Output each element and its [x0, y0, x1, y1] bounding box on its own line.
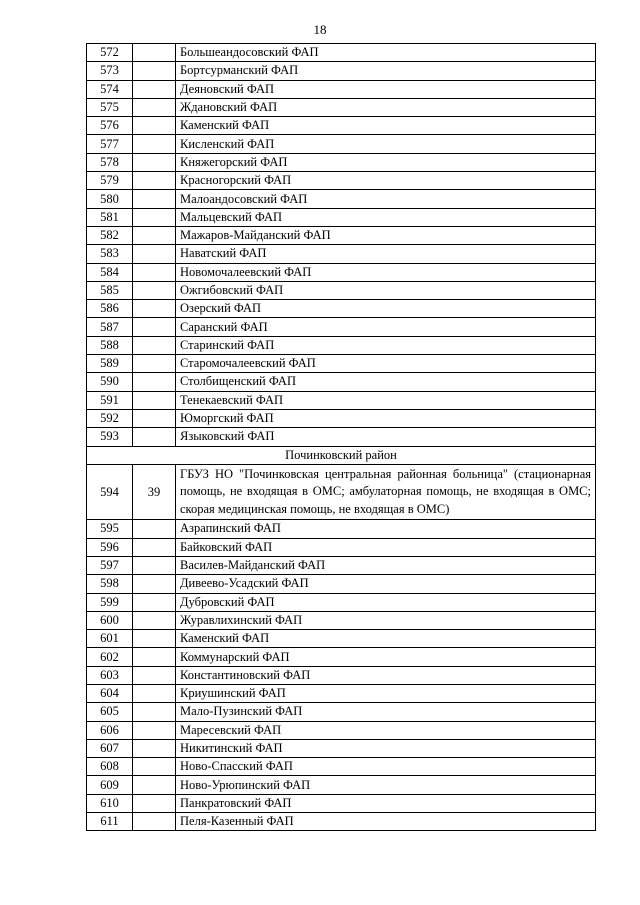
table-row — [87, 373, 596, 391]
row-code — [133, 336, 176, 354]
row-code — [133, 208, 176, 226]
row-number: 589 — [87, 355, 133, 373]
row-code — [133, 172, 176, 190]
row-code: 39 — [133, 464, 176, 520]
table-row — [87, 428, 596, 446]
row-number: 605 — [87, 703, 133, 721]
row-number: 572 — [87, 44, 133, 62]
row-number: 601 — [87, 630, 133, 648]
row-facility-name: Новомочалеевский ФАП — [176, 263, 596, 281]
row-number: 597 — [87, 556, 133, 574]
row-facility-name: Старомочалеевский ФАП — [176, 355, 596, 373]
row-number: 591 — [87, 391, 133, 409]
row-facility-name: Пеля-Казенный ФАП — [176, 813, 596, 831]
row-number: 579 — [87, 172, 133, 190]
row-number: 604 — [87, 685, 133, 703]
row-number: 592 — [87, 409, 133, 427]
row-code — [133, 721, 176, 739]
table-row — [87, 666, 596, 684]
row-facility-name: Василев-Майданский ФАП — [176, 556, 596, 574]
row-facility-name: Каменский ФАП — [176, 117, 596, 135]
row-number: 594 — [87, 464, 133, 520]
row-code — [133, 190, 176, 208]
table-row — [87, 520, 596, 538]
row-code — [133, 611, 176, 629]
table-row — [87, 263, 596, 281]
row-facility-name: Старинский ФАП — [176, 336, 596, 354]
row-code — [133, 794, 176, 812]
row-code — [133, 538, 176, 556]
row-facility-name: Ново-Урюпинский ФАП — [176, 776, 596, 794]
table-row — [87, 685, 596, 703]
hospital-row — [87, 464, 596, 520]
row-code — [133, 135, 176, 153]
row-code — [133, 813, 176, 831]
table-row — [87, 281, 596, 299]
table-row — [87, 117, 596, 135]
row-code — [133, 318, 176, 336]
row-code — [133, 409, 176, 427]
row-facility-name: Маресевский ФАП — [176, 721, 596, 739]
row-number: 610 — [87, 794, 133, 812]
row-number: 599 — [87, 593, 133, 611]
row-facility-name: Кисленский ФАП — [176, 135, 596, 153]
row-facility-name: ГБУЗ НО "Починковская центральная районная больница" (стационарная помощь, не входящая в ОМС; амбулаторная помощь, не входящая в ОМС; скорая медицинская помощь, не входящая в ОМС) — [176, 464, 596, 520]
table-row — [87, 135, 596, 153]
table-row — [87, 611, 596, 629]
table-row — [87, 172, 596, 190]
row-number: 609 — [87, 776, 133, 794]
table-row — [87, 355, 596, 373]
row-number: 593 — [87, 428, 133, 446]
row-facility-name: Столбищенский ФАП — [176, 373, 596, 391]
row-code — [133, 153, 176, 171]
row-code — [133, 80, 176, 98]
row-code — [133, 685, 176, 703]
row-number: 590 — [87, 373, 133, 391]
row-facility-name: Дивеево-Усадский ФАП — [176, 575, 596, 593]
row-facility-name: Мальцевский ФАП — [176, 208, 596, 226]
table-row — [87, 391, 596, 409]
row-code — [133, 648, 176, 666]
row-code — [133, 556, 176, 574]
row-facility-name: Коммунарский ФАП — [176, 648, 596, 666]
row-number: 580 — [87, 190, 133, 208]
row-facility-name: Азрапинский ФАП — [176, 520, 596, 538]
row-code — [133, 355, 176, 373]
row-code — [133, 520, 176, 538]
row-facility-name: Криушинский ФАП — [176, 685, 596, 703]
table-row — [87, 245, 596, 263]
row-code — [133, 391, 176, 409]
table-row — [87, 80, 596, 98]
row-code — [133, 281, 176, 299]
row-code — [133, 117, 176, 135]
row-number: 598 — [87, 575, 133, 593]
row-facility-name: Ново-Спасский ФАП — [176, 758, 596, 776]
row-code — [133, 630, 176, 648]
facility-table — [86, 43, 596, 831]
row-facility-name: Мажаров-Майданский ФАП — [176, 226, 596, 244]
row-code — [133, 776, 176, 794]
row-number: 577 — [87, 135, 133, 153]
row-facility-name: Юморгский ФАП — [176, 409, 596, 427]
row-number: 607 — [87, 739, 133, 757]
row-code — [133, 575, 176, 593]
table-row — [87, 721, 596, 739]
row-number: 581 — [87, 208, 133, 226]
row-facility-name: Озерский ФАП — [176, 300, 596, 318]
row-facility-name: Никитинский ФАП — [176, 739, 596, 757]
row-facility-name: Панкратовский ФАП — [176, 794, 596, 812]
facility-table-body — [87, 44, 596, 831]
row-facility-name: Каменский ФАП — [176, 630, 596, 648]
row-code — [133, 300, 176, 318]
row-code — [133, 666, 176, 684]
row-number: 578 — [87, 153, 133, 171]
row-facility-name: Журавлихинский ФАП — [176, 611, 596, 629]
row-code — [133, 758, 176, 776]
row-number: 573 — [87, 62, 133, 80]
table-row — [87, 153, 596, 171]
table-row — [87, 44, 596, 62]
row-number: 576 — [87, 117, 133, 135]
section-title: Починковский район — [87, 446, 596, 464]
row-code — [133, 593, 176, 611]
row-facility-name: Большеандосовский ФАП — [176, 44, 596, 62]
row-facility-name: Байковский ФАП — [176, 538, 596, 556]
row-number: 602 — [87, 648, 133, 666]
row-number: 582 — [87, 226, 133, 244]
table-row — [87, 575, 596, 593]
row-facility-name: Красногорский ФАП — [176, 172, 596, 190]
row-facility-name: Языковский ФАП — [176, 428, 596, 446]
row-number: 588 — [87, 336, 133, 354]
row-facility-name: Мало-Пузинский ФАП — [176, 703, 596, 721]
table-row — [87, 98, 596, 116]
row-number: 611 — [87, 813, 133, 831]
row-code — [133, 98, 176, 116]
row-facility-name: Ожгибовский ФАП — [176, 281, 596, 299]
table-row — [87, 409, 596, 427]
row-facility-name: Ждановский ФАП — [176, 98, 596, 116]
row-code — [133, 62, 176, 80]
row-code — [133, 739, 176, 757]
row-code — [133, 428, 176, 446]
row-facility-name: Наватский ФАП — [176, 245, 596, 263]
table-row — [87, 630, 596, 648]
row-number: 600 — [87, 611, 133, 629]
row-number: 596 — [87, 538, 133, 556]
row-number: 574 — [87, 80, 133, 98]
row-number: 583 — [87, 245, 133, 263]
table-row — [87, 556, 596, 574]
table-row — [87, 813, 596, 831]
table-row — [87, 318, 596, 336]
row-number: 586 — [87, 300, 133, 318]
row-code — [133, 44, 176, 62]
row-number: 608 — [87, 758, 133, 776]
row-number: 584 — [87, 263, 133, 281]
row-number: 585 — [87, 281, 133, 299]
table-row — [87, 776, 596, 794]
row-facility-name: Княжегорский ФАП — [176, 153, 596, 171]
row-number: 603 — [87, 666, 133, 684]
row-code — [133, 703, 176, 721]
table-row — [87, 739, 596, 757]
row-facility-name: Тенекаевский ФАП — [176, 391, 596, 409]
table-row — [87, 538, 596, 556]
row-number: 575 — [87, 98, 133, 116]
row-facility-name: Константиновский ФАП — [176, 666, 596, 684]
table-row — [87, 648, 596, 666]
page-number: 18 — [313, 22, 327, 37]
row-code — [133, 226, 176, 244]
table-row — [87, 336, 596, 354]
row-facility-name: Саранский ФАП — [176, 318, 596, 336]
section-header-row — [87, 446, 596, 464]
table-row — [87, 758, 596, 776]
row-number: 595 — [87, 520, 133, 538]
table-row — [87, 300, 596, 318]
row-number: 587 — [87, 318, 133, 336]
row-code — [133, 245, 176, 263]
row-facility-name: Деяновский ФАП — [176, 80, 596, 98]
row-code — [133, 263, 176, 281]
row-facility-name: Бортсурманский ФАП — [176, 62, 596, 80]
table-row — [87, 208, 596, 226]
table-row — [87, 593, 596, 611]
table-row — [87, 226, 596, 244]
row-code — [133, 373, 176, 391]
table-row — [87, 62, 596, 80]
row-facility-name: Дубровский ФАП — [176, 593, 596, 611]
row-facility-name: Малоандосовский ФАП — [176, 190, 596, 208]
table-row — [87, 794, 596, 812]
row-number: 606 — [87, 721, 133, 739]
table-row — [87, 190, 596, 208]
table-row — [87, 703, 596, 721]
